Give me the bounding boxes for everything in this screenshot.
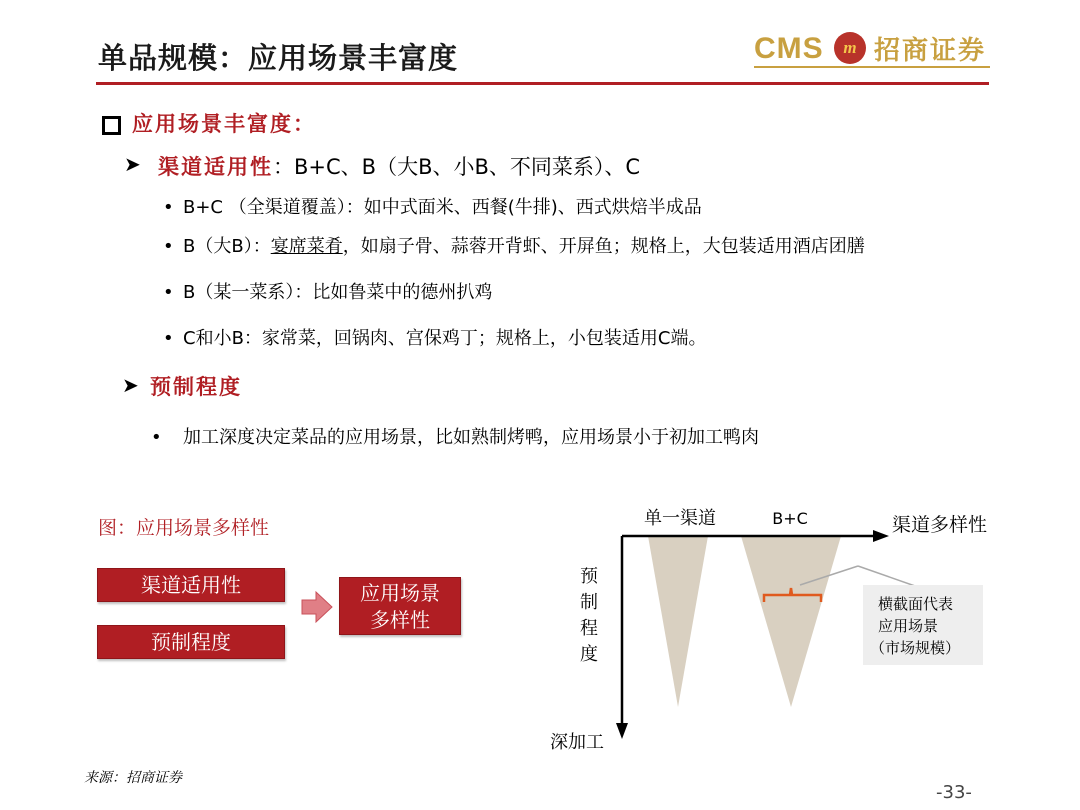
- bullet-text: C和小B：家常菜，回锅肉、宫保鸡丁；规格上，小包装适用C端。: [183, 328, 707, 349]
- callout-line-2: 应用场景: [878, 617, 939, 635]
- bullet-suffix: ，如扇子骨、蒜蓉开背虾、开屏鱼；规格上，大包装适用酒店团膳: [342, 236, 865, 257]
- dot-bullet-icon: •: [163, 197, 174, 218]
- arrow-bullet-icon: ➤: [122, 373, 139, 397]
- list-item: [163, 324, 706, 350]
- bullet-underlined: 宴席菜肴: [270, 236, 343, 257]
- callout-line-1: 横截面代表: [878, 595, 954, 613]
- result-line-2: 多样性: [370, 608, 430, 632]
- logo-underline: [754, 66, 990, 68]
- channel-label: 渠道适用性: [158, 155, 273, 179]
- bullet-text: 加工深度决定菜品的应用场景，比如熟制烤鸭，应用场景小于初加工鸭肉: [183, 427, 759, 448]
- list-item: [163, 193, 702, 219]
- y-axis-label-char: 度: [580, 644, 598, 665]
- arrow-bullet-icon: ➤: [124, 152, 141, 176]
- result-line-1: 应用场景: [360, 581, 440, 605]
- channel-detail: ：B+C、B（大B、小B、不同菜系）、C: [273, 155, 641, 179]
- right-arrow-icon: [300, 590, 334, 624]
- y-axis-label-char: 程: [580, 618, 598, 639]
- dot-bullet-icon: •: [151, 427, 162, 448]
- page-number: -33-: [936, 782, 972, 803]
- result-box: [339, 577, 461, 635]
- x-axis-arrow-icon: [873, 530, 889, 542]
- source-note: 来源：招商证券: [84, 770, 182, 786]
- logo-badge-icon: m: [834, 32, 866, 64]
- y-axis-label-char: 预: [580, 566, 598, 587]
- y-axis-end-label: 深加工: [550, 732, 604, 753]
- figure-caption: 图：应用场景多样性: [98, 517, 270, 539]
- list-item: [163, 232, 865, 258]
- bc-label: B+C: [772, 509, 808, 528]
- y-axis-arrow-icon: [616, 723, 628, 739]
- dot-bullet-icon: •: [163, 236, 174, 257]
- company-logo: [754, 30, 990, 70]
- x-axis-label: 渠道多样性: [892, 514, 988, 536]
- channel-heading: [158, 151, 640, 181]
- list-item: [163, 278, 492, 304]
- single-channel-label: 单一渠道: [644, 508, 716, 529]
- bc-cone: [741, 536, 841, 707]
- square-bullet-icon: [102, 116, 121, 135]
- cone-diagram: [540, 495, 1010, 765]
- callout-line-3: （市场规模）: [870, 639, 961, 657]
- logo-cms-text: CMS: [754, 32, 824, 65]
- bullet-text: B（某一菜系）：比如鲁菜中的德州扒鸡: [183, 282, 493, 303]
- bullet-prefix: B（大B）：: [183, 236, 271, 257]
- bullet-text: B+C （全渠道覆盖）：如中式面米、西餐(牛排)、西式烘焙半成品: [183, 197, 702, 218]
- y-axis-label-char: 制: [580, 592, 598, 613]
- section-heading: 应用场景丰富度：: [132, 112, 316, 136]
- page-title: 单品规模：应用场景丰富度: [98, 41, 459, 75]
- logo-company-name: 招商证券: [874, 36, 987, 66]
- list-item: [151, 423, 759, 449]
- single-channel-cone: [648, 536, 708, 707]
- title-divider: [96, 82, 989, 85]
- prefab-heading: 预制程度: [150, 375, 242, 399]
- dot-bullet-icon: •: [163, 328, 174, 349]
- prefab-box: 预制程度: [97, 625, 285, 659]
- channel-box: 渠道适用性: [97, 568, 285, 602]
- dot-bullet-icon: •: [163, 282, 174, 303]
